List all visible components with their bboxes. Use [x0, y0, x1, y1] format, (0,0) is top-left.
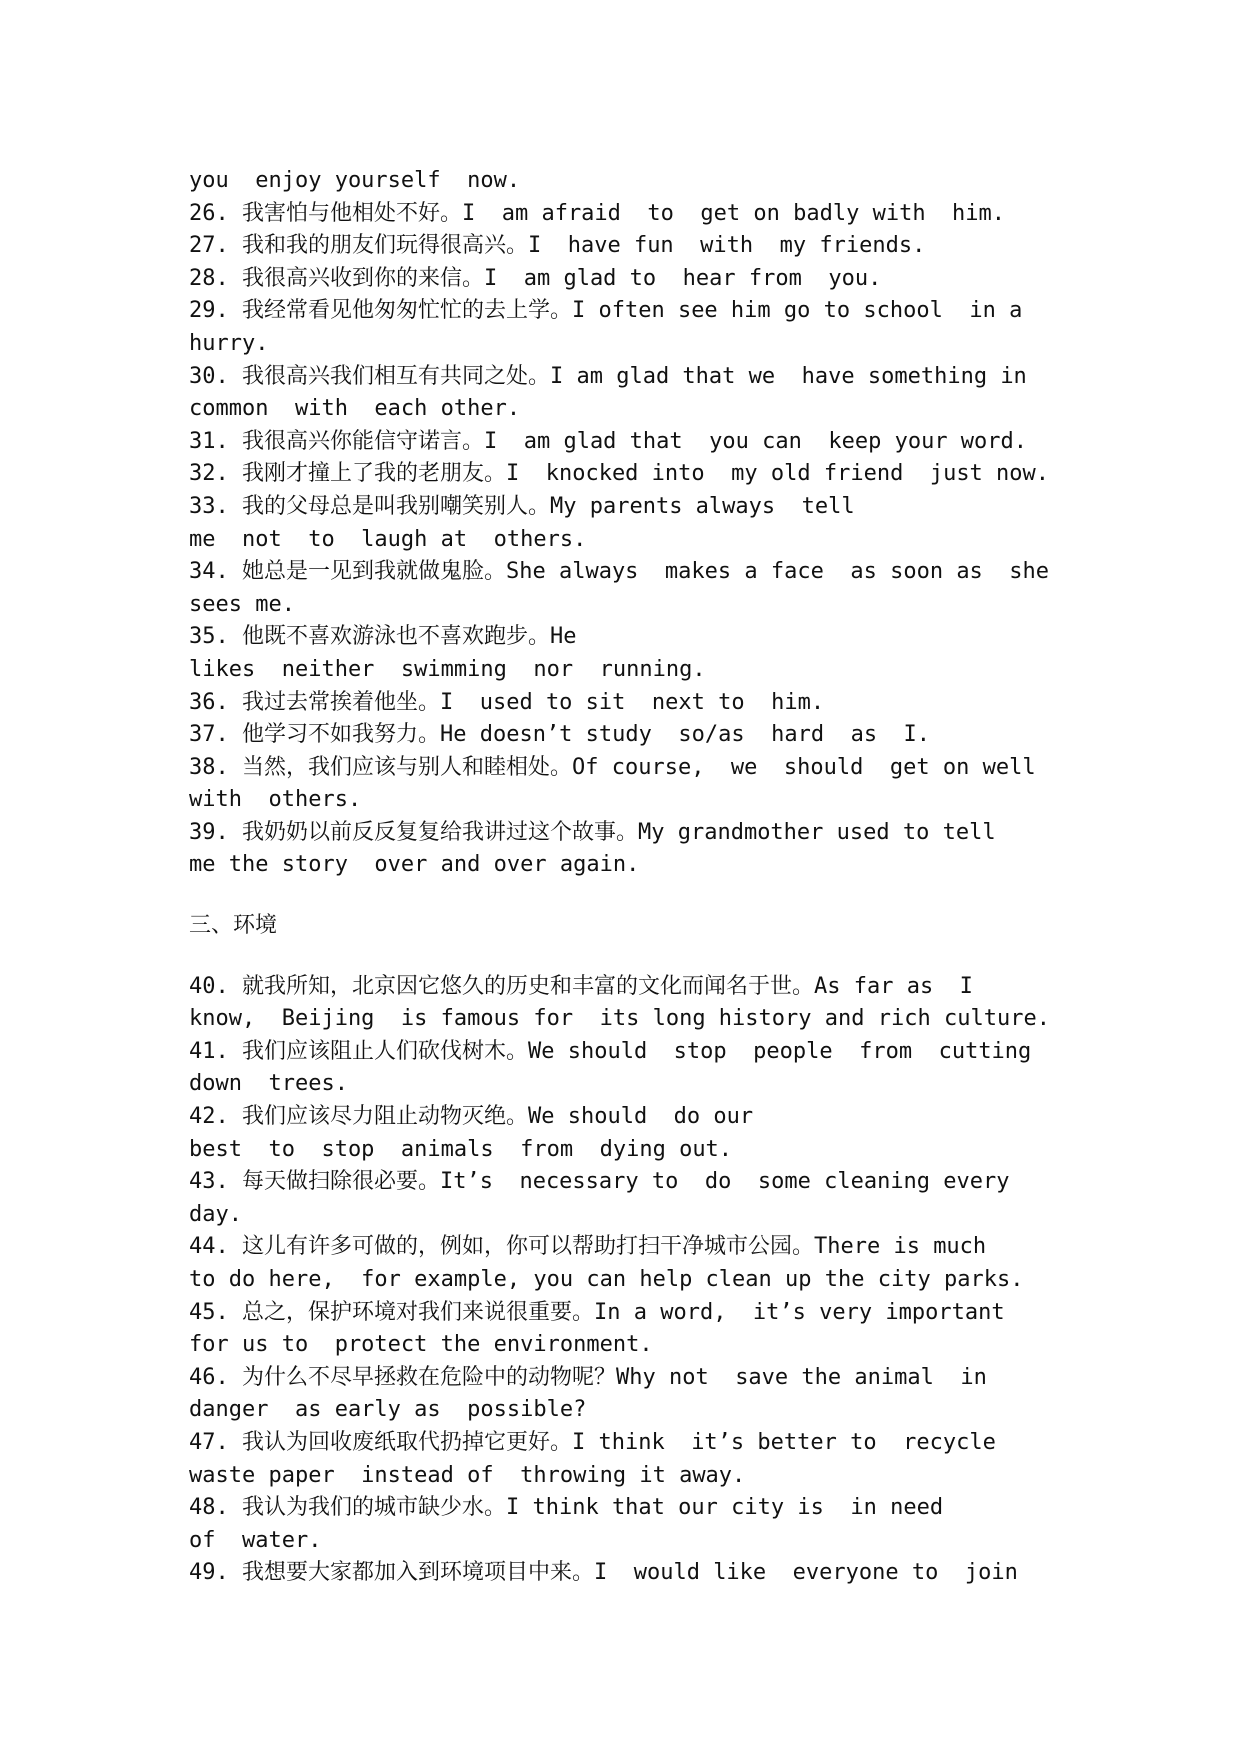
- text-line: me the story over and over again.: [189, 852, 640, 878]
- text-line: 34. 她总是一见到我就做鬼脸。She always makes a face as soon as she: [189, 559, 1050, 585]
- sentence-list-environment: [189, 971, 1069, 1590]
- text-line: 37. 他学习不如我努力。He doesn’t study so/as hard as I.: [189, 722, 931, 748]
- text-line: 40. 就我所知，北京因它悠久的历史和丰富的文化而闻名于世。As far as I: [189, 973, 973, 999]
- text-line: 32. 我刚才撞上了我的老朋友。I knocked into my old friend just now.: [189, 461, 1050, 487]
- text-line: waste paper instead of throwing it away.: [189, 1462, 746, 1488]
- text-line: 43. 每天做扫除很必要。It’s necessary to do some cleaning every: [189, 1169, 1010, 1195]
- text-line: hurry.: [189, 330, 269, 356]
- spacer: [189, 882, 1069, 910]
- section-heading: 三、环境: [189, 913, 278, 939]
- text-line: danger as early as possible?: [189, 1397, 587, 1423]
- text-line: best to stop animals from dying out.: [189, 1136, 733, 1162]
- text-line: with others.: [189, 787, 362, 813]
- text-line: to do here, for example, you can help clean up the city parks.: [189, 1267, 1024, 1292]
- text-line: 45. 总之，保护环境对我们来说很重要。In a word, it’s very important: [189, 1299, 1005, 1325]
- text-line: 33. 我的父母总是叫我别嘲笑别人。My parents always tell: [189, 493, 855, 519]
- spacer: [189, 943, 1069, 971]
- text-line: 27. 我和我的朋友们玩得很高兴。I have fun with my friends.: [189, 233, 926, 259]
- text-line: sees me.: [189, 591, 295, 617]
- text-line: of water.: [189, 1527, 322, 1553]
- text-line: common with each other.: [189, 396, 521, 422]
- text-line: 48. 我认为我们的城市缺少水。I think that our city is in need: [189, 1495, 944, 1521]
- text-line: 30. 我很高兴我们相互有共同之处。I am glad that we have something in: [189, 363, 1027, 389]
- text-line: 42. 我们应该尽力阻止动物灭绝。We should do our: [189, 1104, 754, 1130]
- text-line: 38. 当然，我们应该与别人和睦相处。Of course, we should get on well: [189, 754, 1036, 780]
- text-line: me not to laugh at others.: [189, 526, 587, 552]
- text-line: 49. 我想要大家都加入到环境项目中来。I would like everyone to join: [189, 1560, 1018, 1586]
- text-line: day.: [189, 1201, 242, 1227]
- text-line: for us to protect the environment.: [189, 1332, 653, 1358]
- text-line: you enjoy yourself now.: [189, 168, 521, 193]
- sentence-list-social: [189, 165, 1069, 882]
- text-line: 44. 这儿有许多可做的，例如，你可以帮助打扫干净城市公园。There is much: [189, 1234, 987, 1260]
- document-page: [189, 165, 1069, 1590]
- text-line: 47. 我认为回收废纸取代扔掉它更好。I think it’s better to recycle: [189, 1429, 996, 1455]
- text-line: know, Beijing is famous for its long history and rich culture.: [189, 1006, 1050, 1032]
- text-line: 28. 我很高兴收到你的来信。I am glad to hear from you.: [189, 265, 882, 291]
- text-line: 41. 我们应该阻止人们砍伐树木。We should stop people from cutting: [189, 1038, 1032, 1064]
- text-line: 29. 我经常看见他匆匆忙忙的去上学。I often see him go to school in a: [189, 298, 1023, 324]
- text-line: likes neither swimming nor running.: [189, 656, 706, 682]
- text-line: 39. 我奶奶以前反反复复给我讲过这个故事。My grandmother used to tell: [189, 819, 996, 845]
- text-line: down trees.: [189, 1071, 348, 1097]
- text-line: 31. 我很高兴你能信守诺言。I am glad that you can keep your word.: [189, 428, 1028, 454]
- text-line: 35. 他既不喜欢游泳也不喜欢跑步。He: [189, 624, 577, 650]
- text-line: 26. 我害怕与他相处不好。I am afraid to get on badly with him.: [189, 200, 1006, 226]
- text-line: 46. 为什么不尽早拯救在危险中的动物呢？Why not save the animal in: [189, 1364, 987, 1390]
- text-line: 36. 我过去常挨着他坐。I used to sit next to him.: [189, 689, 825, 715]
